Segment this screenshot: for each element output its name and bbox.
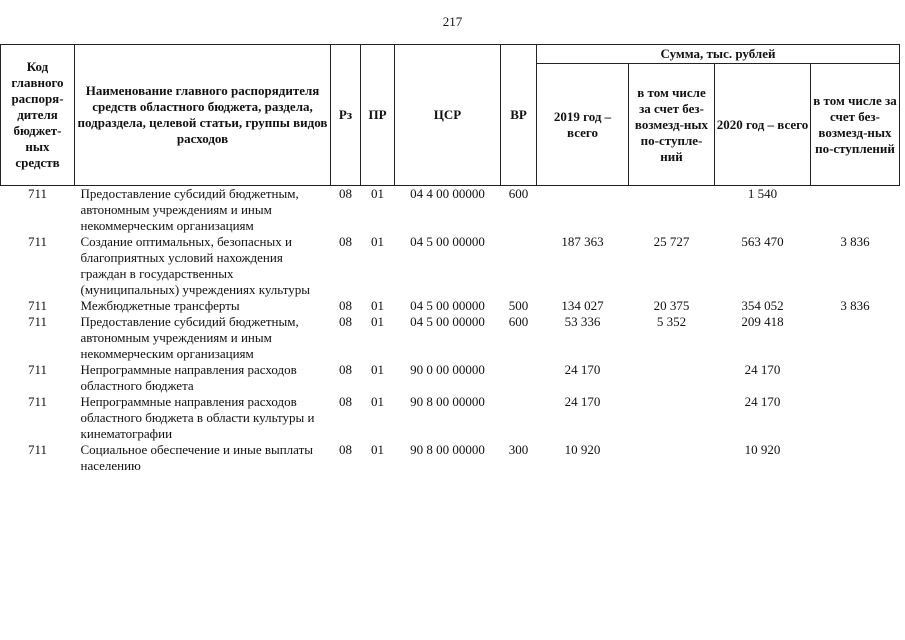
cell-pr: 01 bbox=[371, 186, 384, 201]
table-row bbox=[1, 394, 900, 442]
header-sum-group: Сумма, тыс. рублей bbox=[537, 45, 900, 64]
table-row bbox=[1, 298, 900, 314]
cell-pr: 01 bbox=[371, 234, 384, 249]
cell-rz: 08 bbox=[339, 234, 352, 249]
cell-2019-total: 24 170 bbox=[564, 362, 601, 377]
header-2019-total: 2019 год – всего bbox=[537, 64, 629, 186]
cell-name: Непрограммные направления расходов областного бюджета bbox=[80, 362, 297, 393]
cell-rz: 08 bbox=[339, 186, 352, 201]
cell-2019-total: 10 920 bbox=[564, 442, 601, 457]
cell-name: Межбюджетные трансферты bbox=[80, 298, 240, 313]
cell-code: 711 bbox=[27, 362, 48, 377]
table-row bbox=[1, 234, 900, 298]
cell-2019-total bbox=[537, 186, 629, 235]
cell-code: 711 bbox=[27, 234, 48, 249]
cell-csr: 04 5 00 00000 bbox=[410, 298, 485, 313]
cell-2020-grant bbox=[811, 314, 900, 362]
cell-2020-grant bbox=[811, 394, 900, 442]
cell-name: Предоставление субсидий бюджетным, автономным учреждениям и иным некоммерческим организациям bbox=[80, 186, 299, 233]
cell-2020-grant: 3 836 bbox=[840, 298, 870, 313]
budget-table bbox=[0, 44, 900, 474]
cell-2019-grant bbox=[629, 394, 715, 442]
cell-name: Создание оптимальных, безопасных и благоприятных условий нахождения граждан в государственных (муниципальных) учреждениях культуры bbox=[80, 234, 310, 297]
cell-vr: 600 bbox=[508, 314, 529, 329]
table-row bbox=[1, 314, 900, 362]
cell-vr bbox=[501, 362, 537, 394]
cell-pr: 01 bbox=[371, 442, 384, 457]
cell-2020-total: 354 052 bbox=[741, 298, 784, 313]
header-rz: Рз bbox=[331, 45, 361, 186]
cell-2020-grant bbox=[811, 186, 900, 235]
cell-vr bbox=[501, 234, 537, 298]
cell-csr: 04 5 00 00000 bbox=[410, 314, 485, 329]
cell-rz: 08 bbox=[339, 442, 352, 457]
cell-2020-total: 10 920 bbox=[744, 442, 781, 457]
cell-code: 711 bbox=[27, 394, 48, 409]
cell-2019-total: 187 363 bbox=[561, 234, 604, 249]
cell-csr: 90 8 00 00000 bbox=[410, 394, 485, 409]
table-header bbox=[1, 45, 900, 186]
page-number: 217 bbox=[442, 14, 463, 29]
cell-2020-grant bbox=[811, 442, 900, 474]
cell-pr: 01 bbox=[371, 394, 384, 409]
cell-2019-total: 53 336 bbox=[564, 314, 601, 329]
table-row bbox=[1, 362, 900, 394]
cell-2020-total: 24 170 bbox=[744, 362, 781, 377]
cell-rz: 08 bbox=[339, 298, 352, 313]
cell-code: 711 bbox=[27, 298, 48, 313]
cell-2019-total: 24 170 bbox=[564, 394, 601, 409]
cell-2019-grant bbox=[629, 442, 715, 474]
cell-code: 711 bbox=[27, 314, 48, 329]
cell-2019-grant bbox=[629, 362, 715, 394]
header-2020-grant: в том числе за счет без-возмезд-ных по-ступлений bbox=[811, 64, 900, 186]
cell-csr: 90 8 00 00000 bbox=[410, 442, 485, 457]
cell-csr: 04 5 00 00000 bbox=[410, 234, 485, 249]
cell-rz: 08 bbox=[339, 362, 352, 377]
table-body bbox=[1, 186, 900, 475]
cell-2019-grant bbox=[629, 186, 715, 235]
table-row bbox=[1, 186, 900, 235]
header-code: Код главного распоря-дителя бюджет-ных средств bbox=[1, 45, 75, 186]
header-pr: ПР bbox=[361, 45, 395, 186]
cell-2019-grant: 5 352 bbox=[656, 314, 687, 329]
cell-name: Предоставление субсидий бюджетным, автономным учреждениям и иным некоммерческим организациям bbox=[80, 314, 299, 361]
cell-rz: 08 bbox=[339, 314, 352, 329]
header-name: Наименование главного распорядителя средств областного бюджета, раздела, подраздела, целевой статьи, группы видов расходов bbox=[75, 45, 331, 186]
cell-pr: 01 bbox=[371, 314, 384, 329]
cell-2020-grant: 3 836 bbox=[840, 234, 870, 249]
cell-name: Социальное обеспечение и иные выплаты населению bbox=[80, 442, 314, 473]
cell-vr bbox=[501, 394, 537, 442]
cell-pr: 01 bbox=[371, 362, 384, 377]
cell-vr: 300 bbox=[508, 442, 529, 457]
cell-2020-total: 563 470 bbox=[741, 234, 784, 249]
header-csr: ЦСР bbox=[395, 45, 501, 186]
cell-2019-total: 134 027 bbox=[561, 298, 604, 313]
cell-2020-total: 1 540 bbox=[747, 186, 778, 201]
cell-2020-grant bbox=[811, 362, 900, 394]
table-row bbox=[1, 442, 900, 474]
cell-2020-total: 209 418 bbox=[741, 314, 784, 329]
cell-csr: 04 4 00 00000 bbox=[410, 186, 485, 201]
cell-2020-total: 24 170 bbox=[744, 394, 781, 409]
cell-csr: 90 0 00 00000 bbox=[410, 362, 485, 377]
cell-2019-grant: 20 375 bbox=[653, 298, 690, 313]
header-2020-total: 2020 год – всего bbox=[715, 64, 811, 186]
cell-pr: 01 bbox=[371, 298, 384, 313]
cell-name: Непрограммные направления расходов областного бюджета в области культуры и кинематографии bbox=[80, 394, 315, 441]
cell-rz: 08 bbox=[339, 394, 352, 409]
cell-vr: 600 bbox=[508, 186, 529, 201]
header-vr: ВР bbox=[501, 45, 537, 186]
cell-vr: 500 bbox=[508, 298, 529, 313]
cell-code: 711 bbox=[27, 186, 48, 201]
cell-2019-grant: 25 727 bbox=[653, 234, 690, 249]
header-2019-grant: в том числе за счет без-возмезд-ных по-ступле-ний bbox=[629, 64, 715, 186]
cell-code: 711 bbox=[27, 442, 48, 457]
